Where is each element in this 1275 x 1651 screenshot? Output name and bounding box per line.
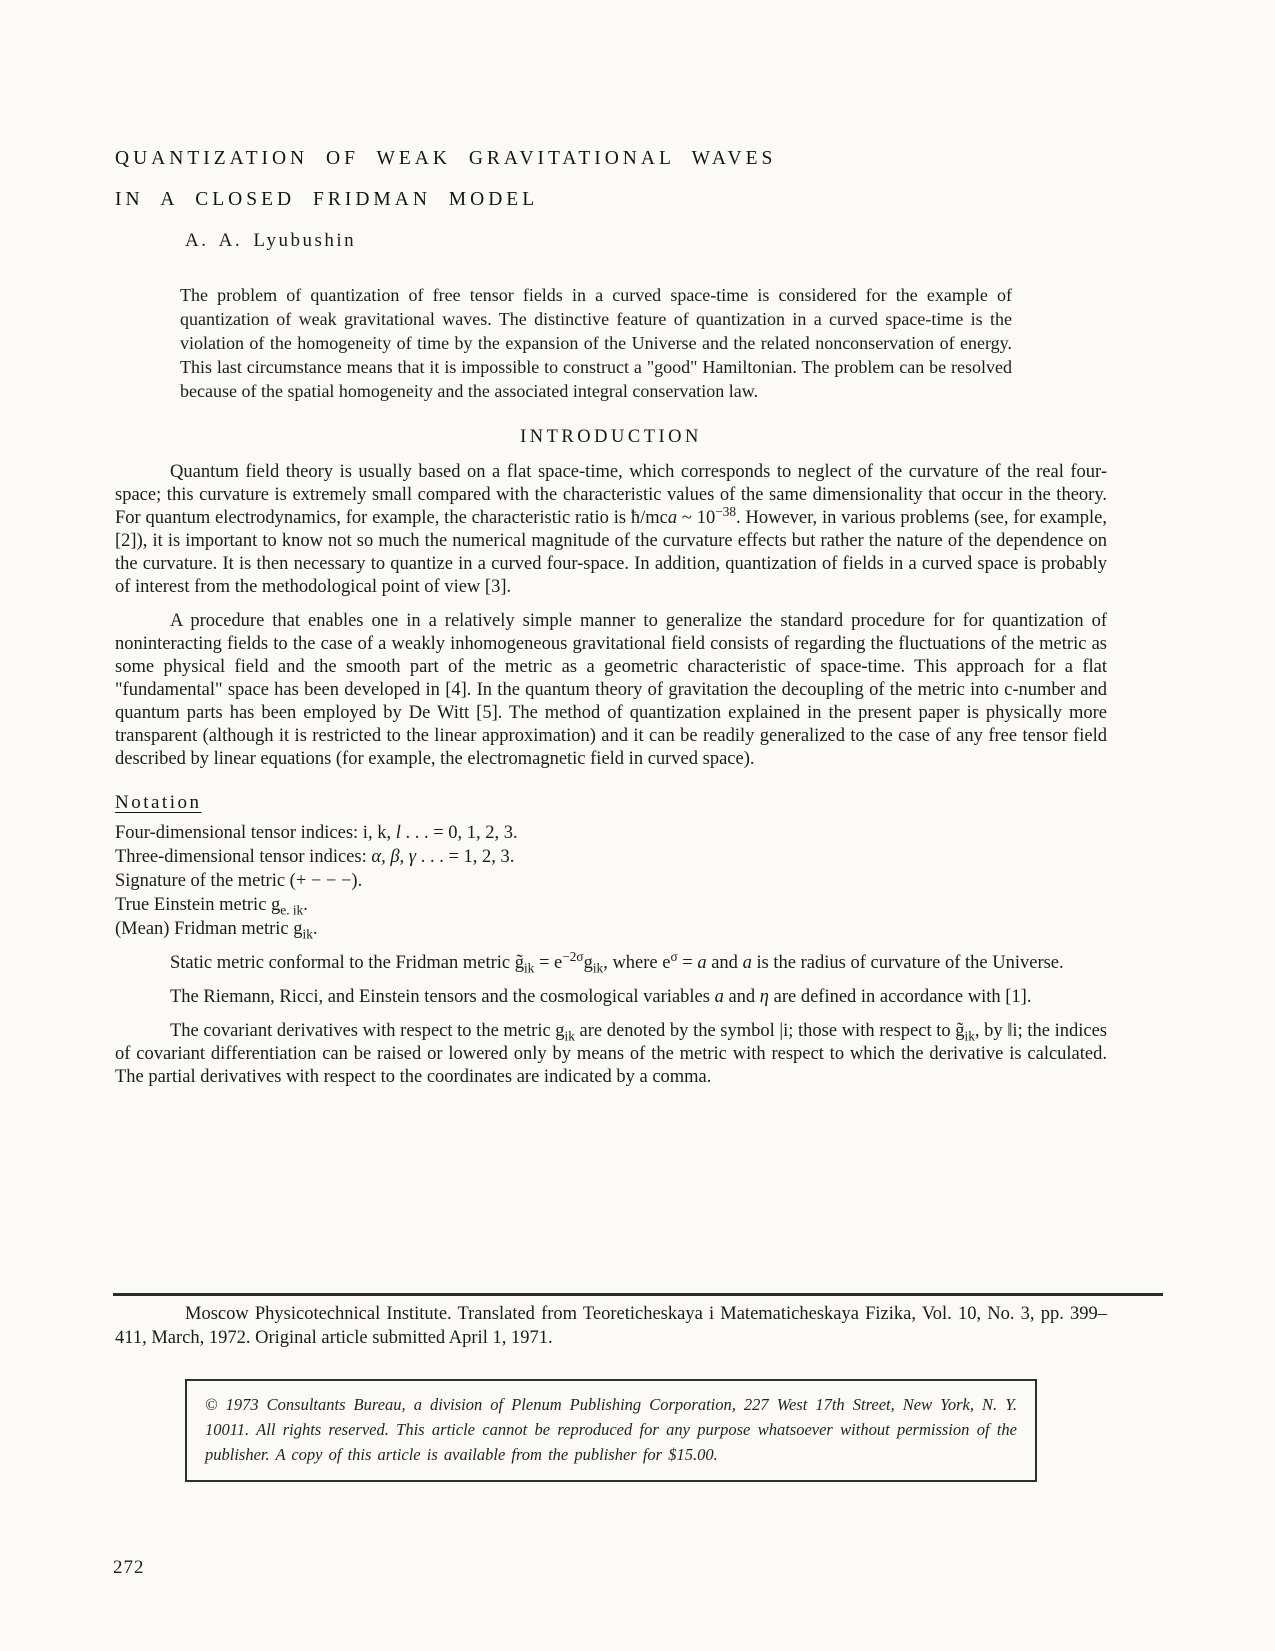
- intro-paragraph-1: Quantum field theory is usually based on a flat space-time, which corresponds to neglect of the curvature of the real four-space; this curvature is extremely small compared with the characteristic values of the same dimensionality that occur in the theory. For quantum electrodynamics, for example, the characteristic ratio is ħ/mca ~ $10^{-38}$. However, in various problems (see, for example, [2]), it is important to know not so much the numerical magnitude of the curvature effects but rather the nature of the dependence on the curvature. It is then necessary to quantize in a curved four-space. In addition, quantization of fields in a curved space is probably of interest from the methodological point of view [3].: [115, 462, 1107, 597]
- footnote-divider: [113, 1293, 1163, 1296]
- paper-title-line1: QUANTIZATION OF WEAK GRAVITATIONAL WAVES: [115, 148, 777, 169]
- notation-item-three-dimensional-indices: Three-dimensional tensor indices: α, β, γ . . . = 1, 2, 3.: [115, 847, 515, 867]
- paper-title: [115, 138, 1107, 220]
- notation-item-four-dimensional-indices: Four-dimensional tensor indices: i, k, l . . . = 0, 1, 2, 3.: [115, 823, 518, 843]
- section-heading-notation: Notation: [115, 792, 202, 813]
- notation-item-einstein-metric: True Einstein metric $g_{e. ik}$.: [115, 895, 308, 918]
- notation-item-signature: Signature of the metric (+ − − −).: [115, 871, 363, 891]
- page-number: 272: [113, 1557, 145, 1578]
- section-heading-introduction: INTRODUCTION: [520, 427, 702, 447]
- paragraph-riemann-ricci-einstein: The Riemann, Ricci, and Einstein tensors and the cosmological variables a and η are defined in accordance with [1].: [170, 987, 1032, 1007]
- notation-item-fridman-metric: (Mean) Fridman metric $g_{ik}$.: [115, 919, 318, 942]
- copyright-box: [185, 1379, 1037, 1482]
- copyright-text: © 1973 Consultants Bureau, a division of Plenum Publishing Corporation, 227 West 17th Street, New York, N. Y. 10011. All rights reserved. This article cannot be reproduced for any purpose whatsoever without permission of the publisher. A copy of this article is available from the publisher for $15.00.: [205, 1395, 1017, 1464]
- notation-list: [115, 821, 1107, 941]
- paragraph-static-metric: Static metric conformal to the Fridman metric $g̃_{ik} = e^{-2\sigma}g_{ik}$, where $e^\sigma = a$ and a is the radius of curvature of the Universe.: [170, 948, 1064, 976]
- abstract-text: The problem of quantization of free tensor fields in a curved space-time is considered for the example of quantization of weak gravitational waves. The distinctive feature of quantization in a curved space-time is the violation of the homogeneity of time by the expansion of the Universe and the related nonconservation of energy. This last circumstance means that it is impossible to construct a "good" Hamiltonian. The problem can be resolved because of the spatial homogeneity and the associated integral conservation law.: [180, 285, 1012, 401]
- author-name: A. A. Lyubushin: [185, 230, 357, 251]
- paper-content-column: [115, 138, 1107, 1089]
- footnote-text: Moscow Physicotechnical Institute. Translated from Teoreticheskaya i Matematicheskaya Fizika, Vol. 10, No. 3, pp. 399–411, March, 1972. Original article submitted April 1, 1971.: [115, 1304, 1107, 1348]
- paper-title-line2: IN A CLOSED FRIDMAN MODEL: [115, 189, 539, 210]
- paragraph-covariant-derivatives: The covariant derivatives with respect to the metric $g_{ik}$ are denoted by the symbol |i; those with respect to $g̃_{ik}$, by ‖i; the indices of covariant differentiation can be raised or lowered only by means of the metric with respect to which the derivative is calculated. The partial derivatives with respect to the coordinates are indicated by a comma.: [115, 1021, 1107, 1087]
- intro-paragraph-2: A procedure that enables one in a relatively simple manner to generalize the standard procedure for for quantization of noninteracting fields to the case of a weakly inhomogeneous gravitational field consists of regarding the fluctuations of the metric as some physical field and the smooth part of the metric as a geometric characteristic of space-time. This approach for a flat "fundamental" space has been developed in [4]. In the quantum theory of gravitation the decoupling of the metric into c-number and quantum parts has been employed by De Witt [5]. The method of quantization explained in the present paper is physically more transparent (although it is restricted to the linear approximation) and it can be readily generalized to the case of any free tensor field described by linear equations (for example, the electromagnetic field in curved space).: [115, 611, 1107, 769]
